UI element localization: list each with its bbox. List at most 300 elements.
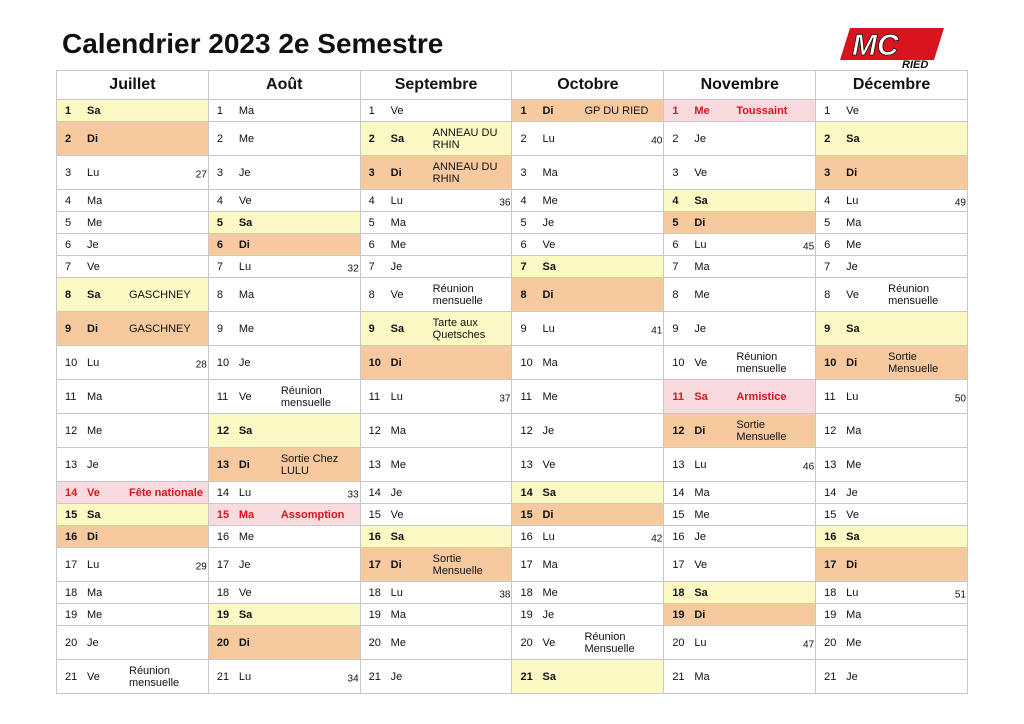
day-cell[interactable] [816,526,968,548]
event-label: GP DU RIED [584,104,649,117]
day-cell[interactable] [57,626,209,660]
day-number: 12 [65,424,78,437]
day-cell[interactable] [360,156,512,190]
day-number: 3 [65,166,72,179]
day-cell[interactable] [360,582,512,604]
weekday-abbrev: Di [846,558,858,571]
day-cell[interactable] [57,526,209,548]
weekday-abbrev: Je [694,132,706,145]
day-cell[interactable] [208,122,360,156]
week-number: 32 [347,263,359,275]
weekday-abbrev: Sa [694,194,708,207]
day-cell[interactable] [664,482,816,504]
day-cell[interactable] [208,100,360,122]
day-cell[interactable] [208,504,360,526]
day-cell[interactable] [208,190,360,212]
day-number: 10 [216,356,230,369]
day-cell[interactable] [360,526,512,548]
day-cell[interactable] [664,122,816,156]
day-number: 14 [368,486,381,499]
day-cell[interactable] [512,482,664,504]
day-cell[interactable] [208,604,360,626]
weekday-abbrev: Sa [694,586,708,599]
day-cell[interactable] [360,626,512,660]
day-number: 13 [520,458,533,471]
day-number: 2 [368,132,375,145]
day-cell[interactable] [816,548,968,582]
event-label: Réunion mensuelle [736,350,787,375]
weekday-abbrev: Je [238,558,251,571]
day-cell[interactable] [360,548,512,582]
day-cell[interactable] [664,380,816,414]
day-cell[interactable] [57,156,209,190]
day-number: 15 [824,508,837,521]
day-number: 2 [824,132,831,145]
day-number: 12 [216,424,230,437]
day-number: 19 [368,608,381,621]
day-number: 2 [216,132,223,145]
day-cell[interactable] [816,190,968,212]
day-cell[interactable] [816,212,968,234]
weekday-abbrev: Sa [87,508,101,521]
day-number: 15 [216,508,230,521]
day-cell[interactable] [208,482,360,504]
weekday-abbrev: Je [238,166,251,179]
day-number: 11 [368,390,381,403]
event-label: Sortie Chez LULU [280,452,339,477]
day-number: 13 [216,458,230,471]
weekday-abbrev: Sa [846,132,860,145]
weekday-abbrev: Me [846,458,862,471]
weekday-abbrev: Ma [694,260,710,273]
day-number: 14 [824,486,837,499]
day-number: 6 [824,238,831,251]
weekday-abbrev: Je [694,530,706,543]
day-cell[interactable] [664,346,816,380]
day-cell[interactable] [360,234,512,256]
day-cell[interactable] [816,256,968,278]
weekday-abbrev: Ma [846,608,862,621]
weekday-abbrev: Di [238,238,250,251]
day-cell[interactable] [208,380,360,414]
day-cell[interactable] [512,582,664,604]
day-number: 16 [824,530,837,543]
day-cell[interactable] [57,548,209,582]
day-cell[interactable] [512,212,664,234]
day-number: 2 [65,132,72,145]
day-number: 21 [672,670,685,683]
day-number: 10 [672,356,685,369]
club-logo [836,24,948,70]
weekday-abbrev: Sa [390,132,405,145]
day-number: 11 [824,390,836,403]
weekday-abbrev: Lu [238,486,252,499]
day-row [57,504,968,526]
day-cell[interactable] [512,346,664,380]
weekday-abbrev: Di [694,216,706,229]
day-cell[interactable] [512,504,664,526]
day-number: 21 [824,670,837,683]
day-cell[interactable] [512,156,664,190]
day-cell[interactable] [57,190,209,212]
day-number: 14 [65,486,78,499]
day-cell[interactable] [816,234,968,256]
day-cell[interactable] [816,482,968,504]
day-number: 8 [672,288,679,301]
day-cell[interactable] [664,604,816,626]
day-row [57,190,968,212]
day-cell[interactable] [664,234,816,256]
day-cell[interactable] [360,100,512,122]
day-cell[interactable] [512,548,664,582]
weekday-abbrev: Ve [390,288,404,301]
day-number: 4 [672,194,679,207]
day-number: 5 [824,216,831,229]
day-number: 17 [368,558,381,571]
day-cell[interactable] [57,346,209,380]
day-cell[interactable] [512,414,664,448]
day-cell[interactable] [57,256,209,278]
weekday-abbrev: Di [390,558,402,571]
weekday-abbrev: Di [87,530,98,543]
day-cell[interactable] [208,548,360,582]
day-cell[interactable] [664,582,816,604]
day-cell[interactable] [816,504,968,526]
day-cell[interactable] [664,504,816,526]
week-number: 33 [347,489,359,501]
day-cell[interactable] [816,346,968,380]
day-number: 19 [672,608,685,621]
day-number: 7 [368,260,375,273]
weekday-abbrev: Lu [846,390,859,403]
month-header: Octobre [512,71,664,100]
event-label: Réunion mensuelle [280,384,331,409]
month-header: Juillet [57,71,209,100]
day-cell[interactable] [208,212,360,234]
day-cell[interactable] [816,380,968,414]
day-cell[interactable] [512,626,664,660]
day-cell[interactable] [664,212,816,234]
day-cell[interactable] [512,448,664,482]
day-cell[interactable] [360,660,512,694]
day-cell[interactable] [816,448,968,482]
day-number: 15 [520,508,533,521]
day-cell[interactable] [816,660,968,694]
day-cell[interactable] [57,504,209,526]
day-cell[interactable] [664,448,816,482]
day-row [57,278,968,312]
day-cell[interactable] [664,190,816,212]
week-number: 41 [651,325,663,337]
day-number: 14 [672,486,685,499]
weekday-abbrev: Sa [238,216,253,229]
day-cell[interactable] [512,234,664,256]
day-cell[interactable] [208,626,360,660]
day-cell[interactable] [208,278,360,312]
weekday-abbrev: Di [238,636,250,649]
day-number: 3 [824,166,831,179]
day-number: 13 [672,458,685,471]
day-cell[interactable] [664,156,816,190]
event-label: Réunion mensuelle [432,282,483,307]
day-cell[interactable] [512,526,664,548]
weekday-abbrev: Ve [87,486,100,499]
day-cell[interactable] [816,414,968,448]
day-number: 10 [520,356,533,369]
weekday-abbrev: Me [694,288,710,301]
day-number: 5 [672,216,679,229]
day-cell[interactable] [208,448,360,482]
day-number: 13 [65,458,78,471]
day-cell[interactable] [816,626,968,660]
weekday-abbrev: Di [542,508,554,521]
day-cell[interactable] [664,312,816,346]
month-header: Décembre [816,71,968,100]
weekday-abbrev: Sa [542,670,556,683]
day-row [57,122,968,156]
day-number: 1 [65,104,72,117]
day-number: 8 [216,288,223,301]
day-row [57,660,968,694]
day-number: 4 [368,194,375,207]
day-cell[interactable] [360,482,512,504]
day-number: 21 [65,670,78,683]
weekday-abbrev: Ve [542,636,556,649]
weekday-abbrev: Sa [238,424,253,437]
day-cell[interactable] [512,380,664,414]
day-cell[interactable] [208,234,360,256]
weekday-abbrev: Lu [694,636,707,649]
weekday-abbrev: Je [846,486,858,499]
weekday-abbrev: Ve [87,260,100,273]
day-cell[interactable] [208,256,360,278]
week-number: 40 [651,135,663,147]
day-cell[interactable] [816,156,968,190]
day-number: 3 [216,166,223,179]
day-number: 2 [520,132,527,145]
day-cell[interactable] [57,604,209,626]
weekday-abbrev: Sa [542,486,556,499]
weekday-abbrev: Lu [87,356,100,369]
day-number: 6 [216,238,223,251]
day-number: 16 [216,530,230,543]
weekday-abbrev: Je [87,238,99,251]
day-cell[interactable] [208,156,360,190]
day-number: 21 [520,670,533,683]
day-cell[interactable] [664,100,816,122]
day-cell[interactable] [360,212,512,234]
weekday-abbrev: Me [694,508,710,521]
day-cell[interactable] [57,482,209,504]
day-cell[interactable] [208,582,360,604]
day-cell[interactable] [360,122,512,156]
day-cell[interactable] [664,256,816,278]
day-number: 11 [65,390,77,403]
weekday-abbrev: Di [390,356,402,369]
day-cell[interactable] [512,256,664,278]
day-cell[interactable] [512,100,664,122]
day-cell[interactable] [816,604,968,626]
weekday-abbrev: Ve [238,390,252,403]
day-cell[interactable] [57,414,209,448]
day-cell[interactable] [512,122,664,156]
event-label: GASCHNEY [129,288,191,301]
weekday-abbrev: Lu [87,166,100,179]
day-number: 18 [368,586,381,599]
day-cell[interactable] [57,312,209,346]
day-cell[interactable] [664,278,816,312]
day-number: 10 [824,356,837,369]
weekday-abbrev: Ve [542,238,556,251]
day-cell[interactable] [57,234,209,256]
day-cell[interactable] [816,582,968,604]
weekday-abbrev: Ve [694,166,708,179]
day-number: 17 [65,558,78,571]
day-cell[interactable] [57,380,209,414]
day-row [57,256,968,278]
day-cell[interactable] [664,660,816,694]
day-cell[interactable] [360,448,512,482]
day-cell[interactable] [816,122,968,156]
day-cell[interactable] [816,278,968,312]
month-header: Août [208,71,360,100]
week-number: 28 [195,359,207,371]
day-number: 8 [65,288,72,301]
weekday-abbrev: Ma [542,166,558,179]
day-cell[interactable] [816,100,968,122]
weekday-abbrev: Je [238,356,251,369]
day-number: 13 [368,458,381,471]
day-cell[interactable] [208,414,360,448]
weekday-abbrev: Je [542,608,555,621]
day-number: 6 [520,238,527,251]
week-number: 45 [803,241,815,253]
day-cell[interactable] [360,256,512,278]
day-number: 3 [672,166,679,179]
day-cell[interactable] [360,504,512,526]
weekday-abbrev: Ve [238,586,252,599]
day-cell[interactable] [57,278,209,312]
day-number: 14 [216,486,230,499]
weekday-abbrev: Di [846,356,858,369]
day-number: 8 [824,288,831,301]
day-cell[interactable] [360,312,512,346]
day-cell[interactable] [208,312,360,346]
week-number: 29 [195,561,207,573]
event-label: Sortie Mensuelle [736,418,787,443]
day-cell[interactable] [57,660,209,694]
weekday-abbrev: Je [390,670,403,683]
day-cell[interactable] [57,582,209,604]
day-number: 19 [520,608,533,621]
weekday-abbrev: Lu [846,586,859,599]
day-row [57,234,968,256]
weekday-abbrev: Ma [390,608,406,621]
day-number: 1 [824,104,831,117]
day-cell[interactable] [208,346,360,380]
day-number: 20 [824,636,837,649]
day-row [57,548,968,582]
day-cell[interactable] [360,414,512,448]
day-cell[interactable] [512,604,664,626]
weekday-abbrev: Je [694,322,706,335]
day-number: 10 [368,356,381,369]
event-label: Assomption [280,508,345,521]
weekday-abbrev: Je [390,260,403,273]
week-number: 37 [499,393,511,405]
day-number: 8 [368,288,375,301]
weekday-abbrev: Me [542,390,558,403]
day-cell[interactable] [664,526,816,548]
weekday-abbrev: Di [87,132,98,145]
day-number: 4 [216,194,223,207]
day-row [57,212,968,234]
event-label: Réunion mensuelle [888,282,939,307]
day-cell[interactable] [360,190,512,212]
month-header: Septembre [360,71,512,100]
weekday-abbrev: Ma [238,288,255,301]
weekday-abbrev: Me [390,636,406,649]
weekday-abbrev: Sa [846,322,860,335]
day-cell[interactable] [512,312,664,346]
day-number: 14 [520,486,533,499]
day-cell[interactable] [664,626,816,660]
event-label: ANNEAU DU RHIN [432,160,498,185]
weekday-abbrev: Me [390,238,406,251]
weekday-abbrev: Lu [238,260,252,273]
day-cell[interactable] [360,380,512,414]
weekday-abbrev: Ma [846,216,862,229]
day-number: 6 [672,238,679,251]
day-cell[interactable] [57,212,209,234]
day-number: 20 [520,636,533,649]
weekday-abbrev: Di [390,166,402,179]
day-cell[interactable] [57,100,209,122]
day-cell[interactable] [360,346,512,380]
day-cell[interactable] [360,278,512,312]
day-cell[interactable] [208,660,360,694]
day-number: 9 [520,322,527,335]
weekday-abbrev: Me [390,458,406,471]
day-cell[interactable] [512,190,664,212]
day-cell[interactable] [664,414,816,448]
day-cell[interactable] [360,604,512,626]
weekday-abbrev: Di [238,458,250,471]
day-cell[interactable] [57,122,209,156]
day-cell[interactable] [816,312,968,346]
weekday-abbrev: Me [87,216,103,229]
weekday-abbrev: Me [238,322,255,335]
day-row [57,448,968,482]
weekday-abbrev: Lu [694,458,707,471]
weekday-abbrev: Sa [390,322,405,335]
day-cell[interactable] [512,660,664,694]
weekday-abbrev: Di [87,322,98,335]
day-cell[interactable] [512,278,664,312]
day-number: 15 [65,508,78,521]
day-cell[interactable] [208,526,360,548]
week-number: 46 [803,461,815,473]
day-cell[interactable] [57,448,209,482]
weekday-abbrev: Sa [238,608,253,621]
week-number: 49 [954,197,966,209]
weekday-abbrev: Ve [87,670,100,683]
day-cell[interactable] [664,548,816,582]
weekday-abbrev: Ma [390,216,406,229]
weekday-abbrev: Di [694,608,706,621]
day-number: 16 [672,530,685,543]
day-row [57,626,968,660]
